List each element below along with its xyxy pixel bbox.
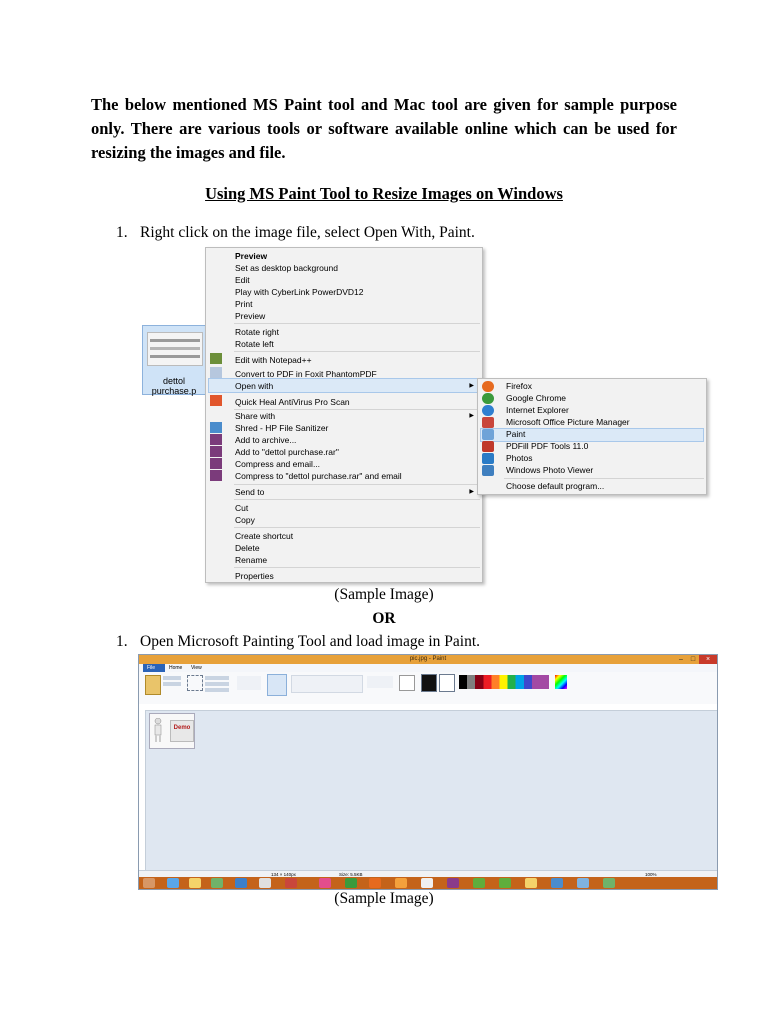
submenu-arrow-icon: ▶	[469, 489, 474, 495]
app-taskbar-icon[interactable]	[235, 878, 247, 888]
menu-item-preview-default[interactable]: Preview	[235, 251, 268, 261]
paint-window-title: pic.jpg - Paint	[409, 656, 447, 662]
start-button-icon[interactable]	[143, 878, 155, 888]
menu-item-play-powerdvd[interactable]: Play with CyberLink PowerDVD12	[235, 287, 364, 297]
menu-item-rotate-left[interactable]: Rotate left	[235, 339, 274, 349]
tab-view[interactable]: View	[191, 665, 202, 671]
horizontal-ruler	[139, 704, 717, 711]
menu-separator	[234, 527, 480, 528]
menu-item-add-archive[interactable]: Add to archive...	[235, 435, 297, 445]
close-icon[interactable]: ×	[699, 655, 717, 664]
submenu-item-photo-viewer[interactable]: Windows Photo Viewer	[506, 465, 594, 475]
status-file-size: Size: 5.5KB	[339, 872, 363, 877]
step-1-open-with	[116, 224, 475, 242]
app-taskbar-icon[interactable]	[211, 878, 223, 888]
menu-item-edit-notepad[interactable]: Edit with Notepad++	[235, 355, 312, 365]
menu-item-set-desktop-background[interactable]: Set as desktop background	[235, 263, 339, 273]
internet-explorer-icon	[482, 405, 494, 416]
menu-separator	[504, 478, 704, 479]
menu-item-send-to[interactable]: Send to	[235, 487, 265, 497]
app-taskbar-icon[interactable]	[551, 878, 563, 888]
paint-window-screenshot	[138, 654, 718, 890]
menu-item-rename[interactable]: Rename	[235, 555, 268, 565]
copy-icon[interactable]	[163, 682, 181, 686]
color2-swatch[interactable]	[439, 674, 455, 692]
submenu-item-choose-default[interactable]: Choose default program...	[506, 481, 605, 491]
menu-separator	[234, 484, 480, 485]
menu-item-delete[interactable]: Delete	[235, 543, 260, 553]
menu-item-quick-heal-scan[interactable]: Quick Heal AntiVirus Pro Scan	[235, 397, 350, 407]
menu-item-copy[interactable]: Copy	[235, 515, 255, 525]
menu-item-print[interactable]: Print	[235, 299, 253, 309]
menu-separator	[234, 351, 480, 352]
photo-viewer-icon	[482, 465, 494, 476]
submenu-item-internet-explorer[interactable]: Internet Explorer	[506, 405, 569, 415]
rotate-icon[interactable]	[205, 688, 229, 692]
photos-icon	[482, 453, 494, 464]
section-heading: Using MS Paint Tool to Resize Images on Windows	[205, 184, 563, 203]
quick-heal-icon	[210, 395, 222, 406]
submenu-arrow-icon: ▶	[469, 413, 474, 419]
step-number: 1.	[116, 224, 128, 241]
menu-item-properties[interactable]: Properties	[235, 571, 274, 581]
submenu-item-pdfill[interactable]: PDFill PDF Tools 11.0	[506, 441, 589, 451]
menu-item-preview[interactable]: Preview	[235, 311, 266, 321]
crop-icon[interactable]	[205, 676, 229, 680]
minimize-icon[interactable]: –	[679, 656, 683, 663]
menu-item-rotate-right[interactable]: Rotate right	[235, 327, 279, 337]
menu-item-convert-pdf[interactable]: Convert to PDF in Foxit PhantomPDF	[235, 369, 377, 379]
canvas-demo-image[interactable]	[149, 713, 195, 749]
image-file-tile[interactable]	[142, 325, 206, 395]
outline-fill-icon[interactable]	[367, 676, 393, 688]
submenu-item-photos[interactable]: Photos	[506, 453, 533, 463]
open-with-submenu	[477, 378, 707, 495]
app-taskbar-icon[interactable]	[447, 878, 459, 888]
app-taskbar-icon[interactable]	[285, 878, 297, 888]
shapes-gallery-icon[interactable]	[291, 675, 363, 693]
menu-item-add-to-rar[interactable]: Add to "dettol purchase.rar"	[235, 447, 339, 457]
menu-item-edit[interactable]: Edit	[235, 275, 250, 285]
winrar-icon	[210, 470, 222, 481]
demo-board: Demo	[170, 720, 194, 742]
app-taskbar-icon[interactable]	[259, 878, 271, 888]
submenu-item-firefox[interactable]: Firefox	[506, 381, 532, 391]
tab-file[interactable]: File	[143, 664, 165, 672]
paint-taskbar-icon[interactable]	[577, 878, 589, 888]
firefox-taskbar-icon[interactable]	[369, 878, 381, 888]
size-icon[interactable]	[399, 675, 415, 691]
picture-manager-icon	[482, 417, 494, 428]
app-taskbar-icon[interactable]	[319, 878, 331, 888]
edit-colors-icon[interactable]	[555, 675, 567, 689]
intro-paragraph: The below mentioned MS Paint tool and Mac tool are given for sample purpose only. There are various tools or software available online which can be used for resizing the images and file.	[91, 95, 677, 162]
menu-separator	[234, 323, 480, 324]
brushes-icon[interactable]	[267, 674, 287, 696]
menu-separator	[234, 567, 480, 568]
step-text: Open Microsoft Painting Tool and load image in Paint.	[140, 633, 481, 650]
submenu-arrow-icon: ▶	[469, 383, 474, 389]
menu-item-shred[interactable]: Shred - HP File Sanitizer	[235, 423, 329, 433]
app-taskbar-icon[interactable]	[473, 878, 485, 888]
hp-shred-icon	[210, 422, 222, 433]
winrar-icon	[210, 446, 222, 457]
app-taskbar-icon[interactable]	[395, 878, 407, 888]
explorer-taskbar-icon[interactable]	[189, 878, 201, 888]
paint-icon	[482, 429, 494, 440]
app-taskbar-icon[interactable]	[603, 878, 615, 888]
vertical-ruler	[139, 710, 146, 870]
tools-group-icon[interactable]	[237, 676, 261, 690]
firefox-icon	[482, 381, 494, 392]
menu-item-open-with[interactable]: Open with	[235, 381, 274, 391]
maximize-icon[interactable]: □	[690, 656, 696, 663]
file-name-label: dettol purchase.p	[151, 376, 197, 396]
menu-item-compress-rar-email[interactable]: Compress to "dettol purchase.rar" and email	[235, 471, 402, 481]
submenu-item-paint[interactable]: Paint	[506, 429, 526, 439]
color-palette[interactable]	[459, 675, 549, 689]
menu-item-cut[interactable]: Cut	[235, 503, 249, 513]
windows-taskbar	[139, 877, 717, 889]
zoom-level: 100%	[645, 872, 657, 877]
or-separator: OR	[372, 610, 396, 627]
step-number: 1.	[116, 633, 128, 650]
app-taskbar-icon[interactable]	[499, 878, 511, 888]
resize-icon[interactable]	[205, 682, 229, 686]
caption-sample-image-2: (Sample Image)	[334, 890, 434, 907]
step-1-open-paint	[116, 633, 480, 651]
notepad-icon	[210, 353, 222, 364]
chrome-icon	[482, 393, 494, 404]
menu-item-create-shortcut[interactable]: Create shortcut	[235, 531, 294, 541]
paste-icon[interactable]	[145, 675, 161, 695]
menu-item-share-with[interactable]: Share with	[235, 411, 276, 421]
cut-icon[interactable]	[163, 676, 181, 680]
chrome-taskbar-icon[interactable]	[345, 878, 357, 888]
app-taskbar-icon[interactable]	[525, 878, 537, 888]
ie-taskbar-icon[interactable]	[167, 878, 179, 888]
tab-home[interactable]: Home	[169, 665, 183, 671]
context-menu	[205, 247, 483, 583]
menu-separator	[234, 499, 480, 500]
step-text: Right click on the image file, select Open With, Paint.	[140, 224, 475, 241]
winrar-icon	[210, 458, 222, 469]
app-taskbar-icon[interactable]	[421, 878, 433, 888]
select-icon[interactable]	[187, 675, 203, 691]
status-image-size: 134 × 140px	[271, 872, 296, 877]
menu-item-compress-email[interactable]: Compress and email...	[235, 459, 321, 469]
caption-sample-image-1: (Sample Image)	[334, 586, 434, 603]
color1-swatch[interactable]	[421, 674, 437, 692]
paint-ribbon	[139, 672, 717, 705]
pdfill-icon	[482, 441, 494, 452]
winrar-icon	[210, 434, 222, 445]
submenu-item-picture-manager[interactable]: Microsoft Office Picture Manager	[506, 417, 630, 427]
file-thumbnail	[147, 332, 203, 366]
foxit-pdf-icon	[210, 367, 222, 378]
person-figure-icon	[153, 718, 163, 742]
submenu-item-chrome[interactable]: Google Chrome	[506, 393, 567, 403]
paint-title-bar	[139, 655, 717, 664]
